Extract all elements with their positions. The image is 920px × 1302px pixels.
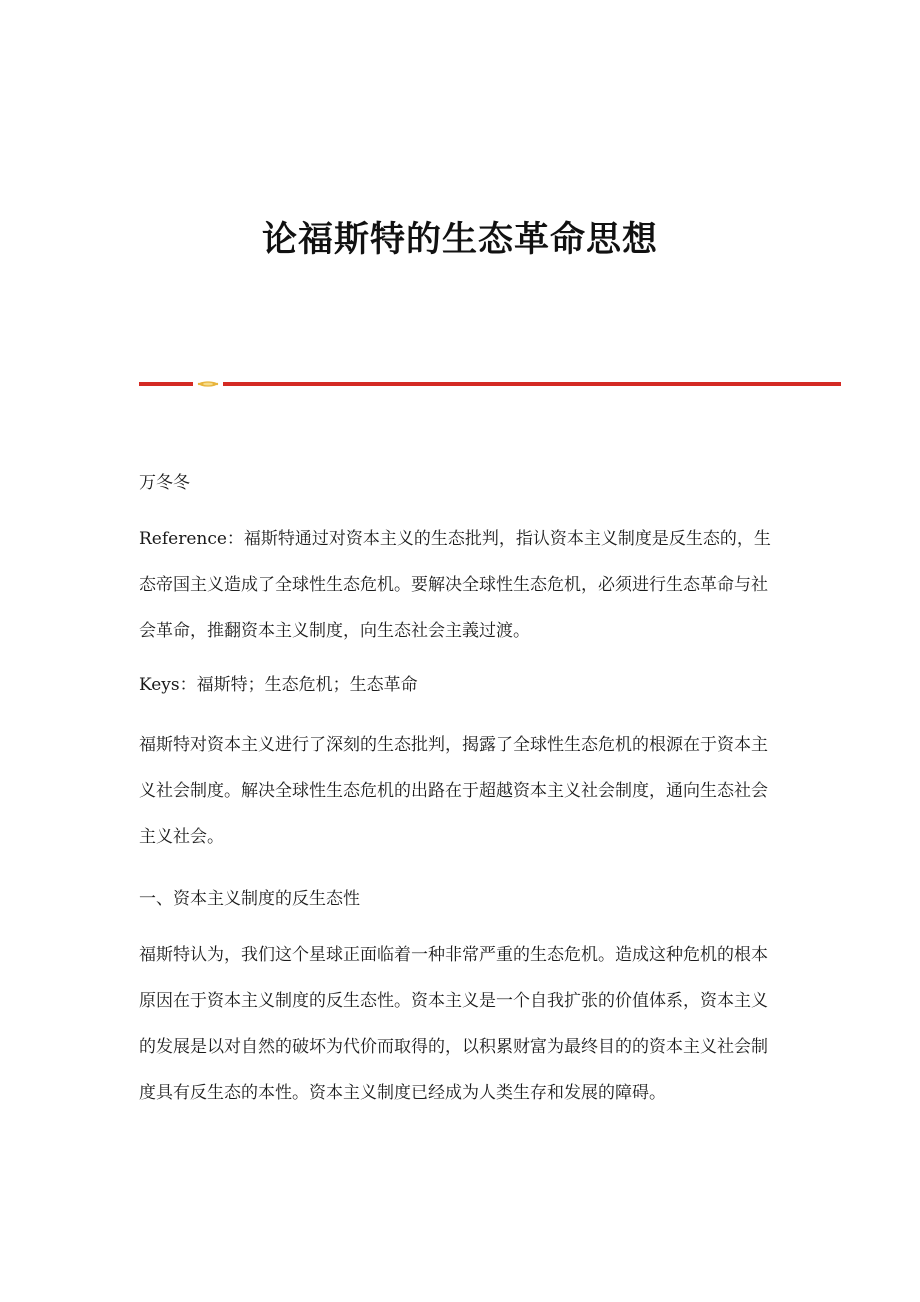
abstract-paragraph: Reference：福斯特通过对资本主义的生态批判，指认资本主义制度是反生态的，生态帝国主义造成了全球性生态危机。要解决全球性生态危机，必须进行生态革命与社会革命，推翻资本主义制度，向生态社会主義过渡。 <box>139 529 771 641</box>
body-paragraph: 福斯特认为，我们这个星球正面临着一种非常严重的生态危机。造成这种危机的根本原因在于资本主义制度的反生态性。资本主义是一个自我扩张的价值体系，资本主义的发展是以对自然的破坏为代价而取得的，以积累财富为最终目的的资本主义社会制度具有反生态的本性。资本主义制度已经成为人类生存和发展的障碍。 <box>139 945 768 1103</box>
intro-paragraph: 福斯特对资本主义进行了深刻的生态批判，揭露了全球性生态危机的根源在于资本主义社会制度。解决全球性生态危机的出路在于超越资本主义社会制度，通向生态社会主义社会。 <box>139 735 768 847</box>
author-name: 万冬冬 <box>139 473 190 493</box>
keywords-line: Keys：福斯特；生态危机；生态革命 <box>139 675 418 695</box>
title-divider <box>139 380 841 388</box>
divider-ornament-icon <box>197 380 219 388</box>
divider-bar-left <box>139 382 193 386</box>
document-title: 论福斯特的生态革命思想 <box>261 220 658 260</box>
section-heading: 一、资本主义制度的反生态性 <box>139 889 360 909</box>
divider-bar-right <box>223 382 841 386</box>
